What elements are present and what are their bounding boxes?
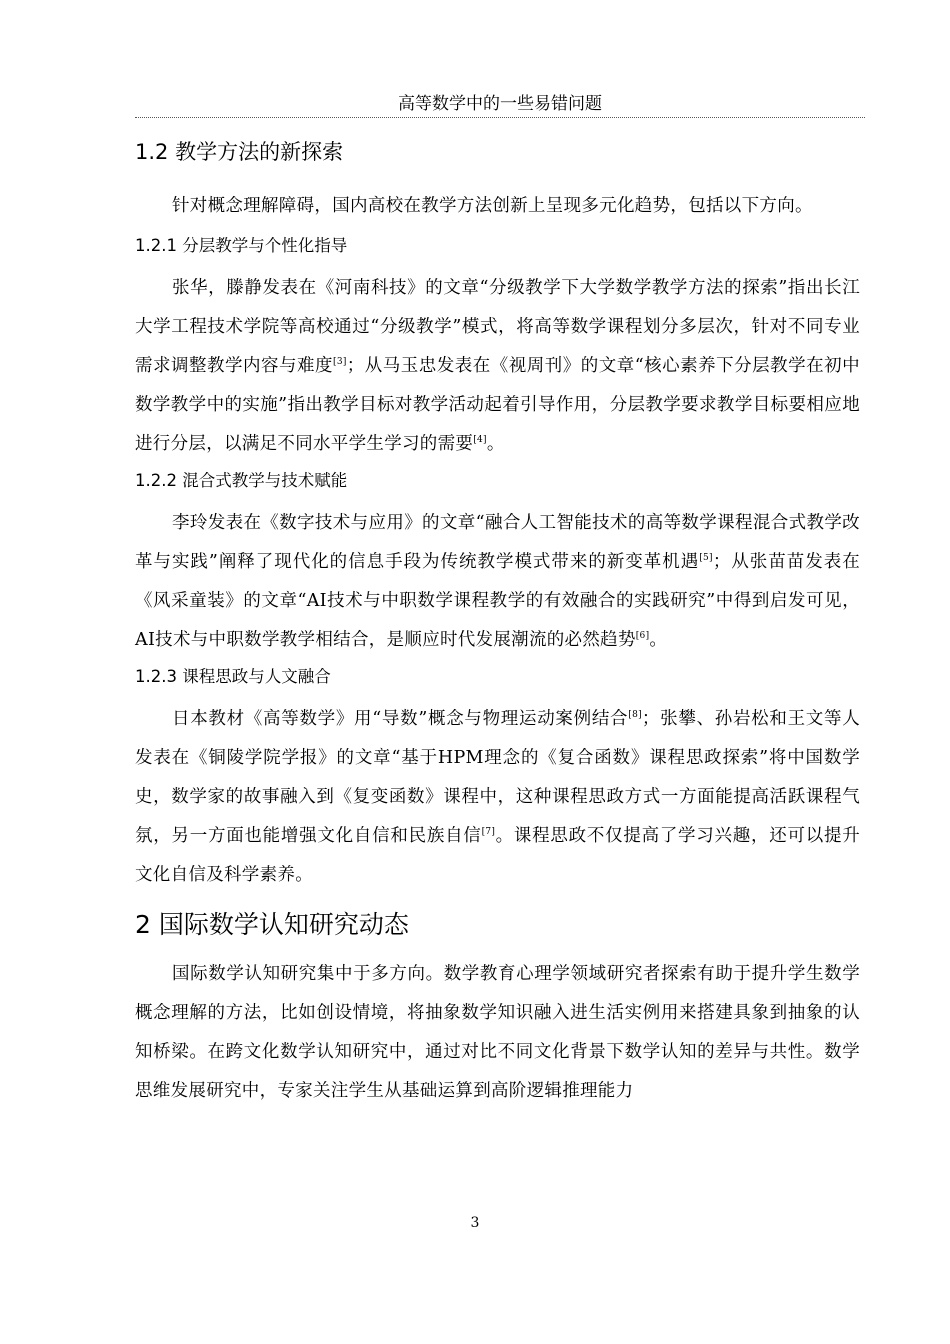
paragraph-text: ；从张苗苗发表在《风采童装》的文章“AI技术与中职数学课程教学的有效融合的实践研究”中得到启发可见，AI技术与中职数学教学相结合，是顺应时代发展潮流的必然趋势: [135, 552, 860, 650]
citation: [5]: [699, 553, 713, 564]
paragraph-text: ；从马玉忠发表在《视周刊》的文章“核心素养下分层教学在初中数学教学中的实施”指出教学目标对教学活动起着引导作用，分层教学要求教学目标要相应地进行分层，以满足不同水平学生学习的需要: [135, 356, 860, 454]
paragraph-1-2-3: [135, 700, 860, 895]
paragraph-text: 。课程思政不仅提高了学习兴趣，还可以提升文化自信及科学素养。: [135, 826, 861, 885]
paragraph-text: 。: [486, 434, 505, 454]
section-heading-1-2: 1.2 教学方法的新探索: [135, 140, 344, 164]
paragraph-1-2-2: [135, 504, 860, 660]
section-heading-1-2-1: 1.2.1 分层教学与个性化指导: [135, 236, 348, 255]
citation: [4]: [473, 435, 487, 446]
section-heading-2: 2 国际数学认知研究动态: [135, 910, 409, 939]
running-header: 高等数学中的一些易错问题: [135, 94, 865, 118]
paragraph-text: 。: [649, 630, 668, 650]
citation: [6]: [635, 631, 650, 642]
citation: [8]: [628, 710, 642, 721]
paragraph-text: ；张攀、孙岩松和王文等人发表在《铜陵学院学报》的文章“基于HPM理念的《复合函数》课程思政探索”将中国数学史，数学家的故事融入到《复变函数》课程中，这种课程思政方式一方面能提高活跃课程气氛，另一方面也能增强文化自信和民族自信: [135, 709, 860, 846]
section-heading-1-2-2: 1.2.2 混合式教学与技术赋能: [135, 471, 348, 490]
page-number: 3: [470, 1215, 480, 1231]
paragraph-1-2-1: [135, 269, 860, 464]
paragraph-text: 李玲发表在《数字技术与应用》的文章“融合人工智能技术的高等数学课程混合式教学改革与实践”阐释了现代化的信息手段为传统教学模式带来的新变革机遇: [135, 513, 860, 572]
section-heading-1-2-3: 1.2.3 课程思政与人文融合: [135, 667, 331, 686]
paragraph-2: 国际数学认知研究集中于多方向。数学教育心理学领域研究者探索有助于提升学生数学概念理解的方法，比如创设情境，将抽象数学知识融入进生活实例用来搭建具象到抽象的认知桥梁。在跨文化数学认知研究中，通过对比不同文化背景下数学认知的差异与共性。数学思维发展研究中，专家关注学生从基础运算到高阶逻辑推理能力: [135, 964, 860, 1101]
citation: [3]: [333, 357, 347, 368]
citation: [7]: [481, 827, 496, 838]
page-content: [135, 138, 860, 1111]
paragraph-1-2-intro: 针对概念理解障碍，国内高校在教学方法创新上呈现多元化趋势，包括以下方向。: [172, 196, 813, 216]
paragraph-text: 张华，滕静发表在《河南科技》的文章“分级教学下大学数学教学方法的探索”指出长江大学工程技术学院等高校通过“分级教学”模式，将高等数学课程划分多层次，针对不同专业需求调整教学内容与难度: [135, 278, 860, 376]
paragraph-text: 日本教材《高等数学》用“导数”概念与物理运动案例结合: [172, 709, 629, 729]
